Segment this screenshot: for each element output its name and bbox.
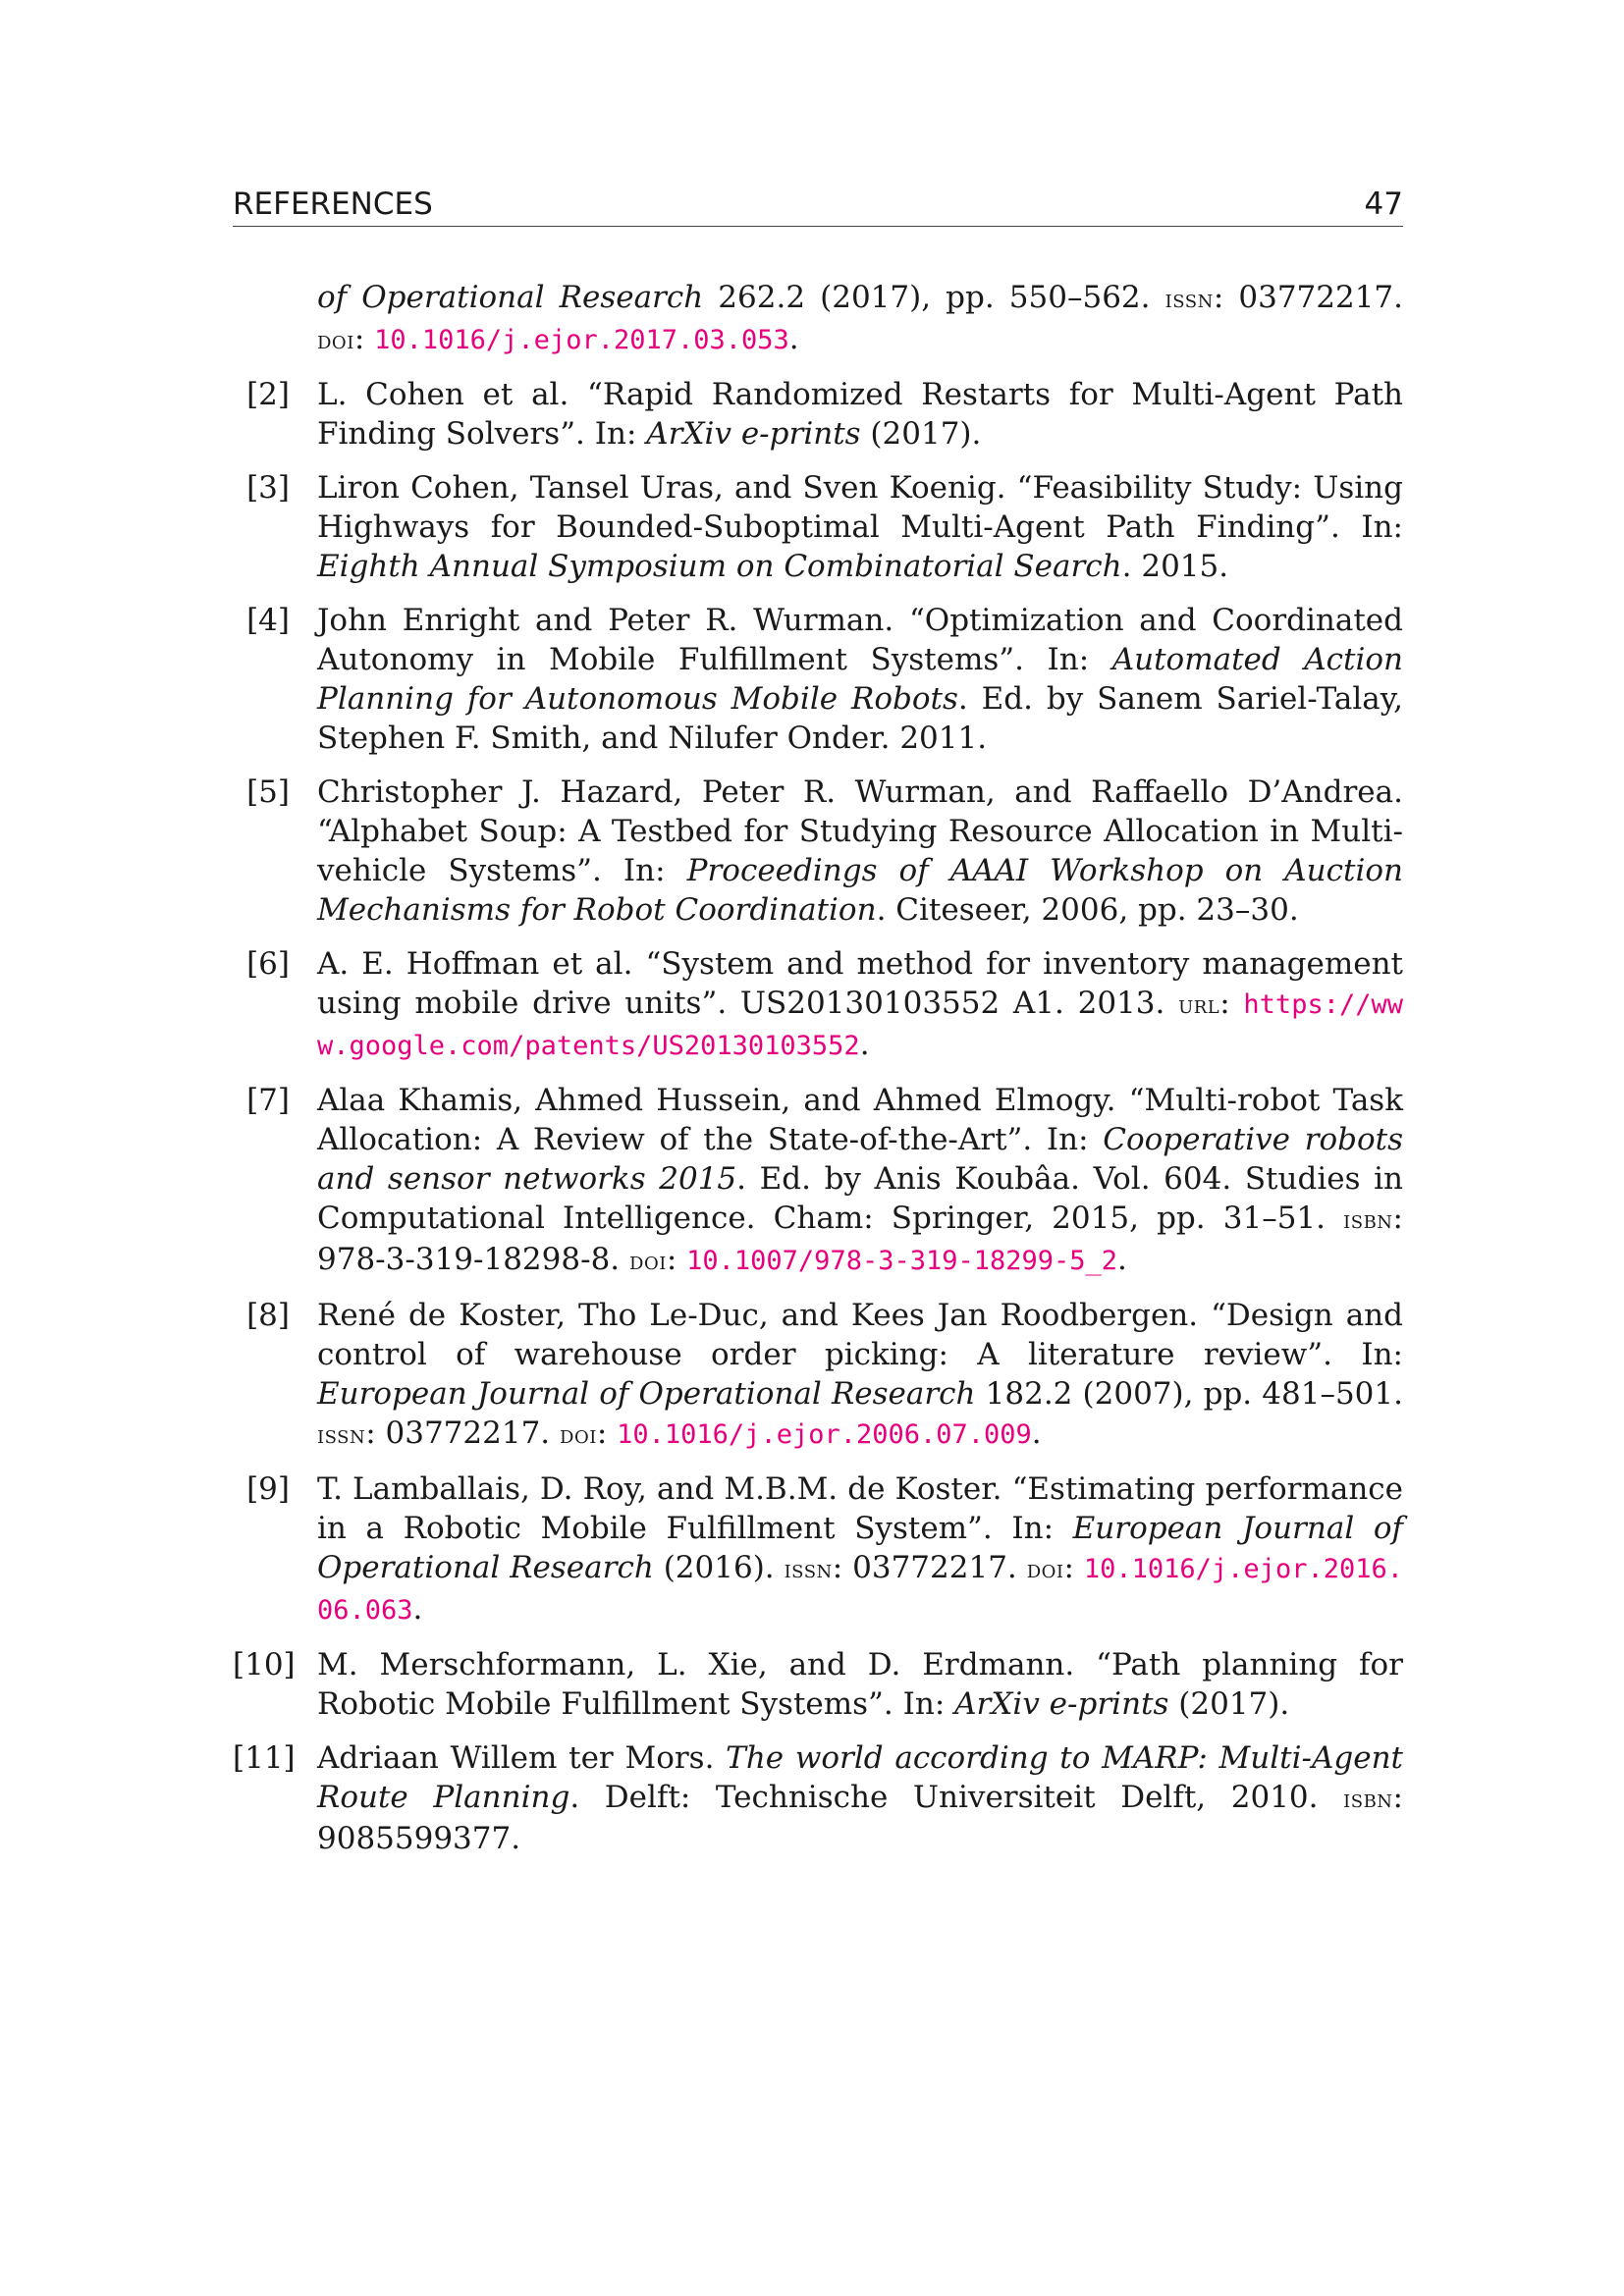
reference-text-run: : 03772217. [365,1415,561,1451]
reference-text [317,1645,1403,1724]
italic-title: European Journal of Operational Research [317,1511,1403,1585]
reference-text-run: Christopher J. Hazard, Peter R. Wurman, and Raffaello D’Andrea. “Alphabet Soup: A Testbed for Studying Resource Allocation in Multi-vehicle Systems”. In: [317,774,1403,888]
reference-number: [7] [246,1083,290,1118]
reference-text-run: . Ed. by Anis Koubâa. Vol. 604. Studies in Computational Intelligence. Cham: Springer, 2015, pp. 31–51. [317,1161,1403,1236]
reference-entry [233,1738,1403,1858]
reference-text-run: . Ed. by Sanem Sariel-Talay, Stephen F. Smith, and Nilufer Onder. 2011. [317,681,1403,756]
reference-text-run: : [666,1242,687,1277]
reference-text-run: . 2015. [1121,549,1229,584]
reference-entry [233,773,1403,930]
reference-text [317,468,1403,586]
reference-text [317,944,1403,1066]
field-label: issn [317,1420,366,1450]
reference-text-run: T. Lamballais, D. Roy, and M.B.M. de Koster. “Estimating performance in a Robotic Mobile Fulfillment System”. In: [317,1471,1403,1546]
reference-text [317,1296,1403,1455]
reference-text-run: Adriaan Willem ter Mors. [317,1740,727,1776]
reference-entry [233,278,1403,360]
reference-text-run: (2017). [860,416,982,452]
reference-entry [233,1296,1403,1455]
reference-text [317,1469,1403,1630]
running-head [233,187,1403,227]
page-number: 47 [1364,187,1403,222]
reference-text-run: : [1063,1550,1084,1585]
reference-text-run: : 978-3-319-18298-8. [317,1201,1403,1277]
reference-text-run: . [788,321,799,356]
field-label: doi [629,1247,667,1276]
reference-text-run: A. E. Hoffman et al. “System and method for inventory management using mobile drive units”. US20130103552 A1. 2013. [317,946,1403,1021]
field-label: isbn [1343,1205,1393,1235]
italic-title: Automated Action Planning for Autonomous Mobile Robots [317,642,1404,717]
italic-title: The world according to MARP: Multi-Agent Route Planning [317,1740,1403,1815]
reference-entry [233,601,1403,758]
reference-text-run: René de Koster, Tho Le-Duc, and Kees Jan Roodbergen. “Design and control of warehouse order picking: A literature review”. In: [317,1298,1403,1372]
reference-text-run: (2017). [1168,1686,1290,1722]
reference-text [317,278,1403,360]
field-label: doi [317,326,354,355]
reference-entry [233,468,1403,586]
reference-entry [233,375,1403,454]
reference-link[interactable]: 10.1007/978-3-319-18299-5_2 [686,1246,1118,1276]
italic-title: ArXiv e-prints [954,1686,1169,1722]
field-label: issn [1164,285,1214,314]
reference-link[interactable]: 10.1016/j.ejor.2016.06.063 [317,1554,1403,1626]
field-label: doi [560,1420,597,1450]
italic-title: Proceedings of AAAI Workshop on Auction Mechanisms for Robot Coordination [317,853,1404,928]
field-label: isbn [1343,1785,1393,1814]
reference-text-run: : [1219,986,1244,1021]
reference-text-run: : 03772217. [832,1550,1027,1585]
page [233,187,1403,1873]
reference-text [317,1081,1403,1281]
reference-text-run: 262.2 (2017), pp. 550–562. [703,280,1165,315]
reference-number: [6] [246,946,290,982]
section-title: REFERENCES [233,187,433,222]
field-label: issn [784,1555,833,1584]
reference-text-run: . [412,1591,423,1627]
italic-title: ArXiv e-prints [646,416,861,452]
reference-text-run: : [353,321,375,356]
reference-text-run: John Enright and Peter R. Wurman. “Optimization and Coordinated Autonomy in Mobile Fulfillment Systems”. In: [317,603,1403,677]
reference-link[interactable]: 10.1016/j.ejor.2017.03.053 [374,325,789,355]
reference-entry [233,1645,1403,1724]
field-label: doi [1026,1555,1064,1584]
reference-text-run: : 9085599377. [317,1780,1403,1856]
reference-entry [233,1081,1403,1281]
reference-text-run: Liron Cohen, Tansel Uras, and Sven Koenig. “Feasibility Study: Using Highways for Bounded-Suboptimal Multi-Agent Path Finding”. In: [317,470,1403,545]
reference-text-run: . [1117,1242,1127,1277]
reference-link[interactable]: 10.1016/j.ejor.2006.07.009 [617,1419,1032,1450]
reference-text [317,375,1403,454]
reference-text-run: (2016). [653,1550,785,1585]
reference-list [233,278,1403,1858]
reference-text [317,1738,1403,1858]
reference-number: [2] [246,377,290,412]
reference-text-run: . Citeseer, 2006, pp. 23–30. [876,892,1299,928]
italic-title: of Operational Research [317,280,704,315]
italic-title: Cooperative robots and sensor networks 2015 [317,1122,1403,1197]
reference-number: [4] [246,603,290,638]
reference-number: [11] [233,1740,296,1776]
reference-text-run: . [1031,1415,1042,1451]
reference-text-run: : 03772217. [1213,280,1404,315]
reference-text-run: . [859,1027,870,1062]
reference-number: [10] [233,1647,296,1682]
reference-text-run: M. Merschformann, L. Xie, and D. Erdmann. “Path planning for Robotic Mobile Fulfillment Systems”. In: [317,1647,1403,1722]
reference-link[interactable]: https://www.google.com/patents/US20130103552 [317,989,1403,1061]
field-label: url [1178,990,1220,1020]
reference-number: [8] [246,1298,290,1333]
italic-title: Eighth Annual Symposium on Combinatorial Search [317,549,1122,584]
reference-text [317,601,1403,758]
reference-text [317,773,1403,930]
reference-text-run: : [596,1415,618,1451]
reference-text-run: L. Cohen et al. “Rapid Randomized Restarts for Multi-Agent Path Finding Solvers”. In: [317,377,1403,452]
reference-entry [233,1469,1403,1630]
reference-text-run: . Delft: Technische Universiteit Delft, 2010. [569,1780,1344,1815]
reference-text-run: 182.2 (2007), pp. 481–501. [975,1376,1403,1412]
reference-text-run: Alaa Khamis, Ahmed Hussein, and Ahmed Elmogy. “Multi-robot Task Allocation: A Review of the State-of-the-Art”. In: [317,1083,1403,1157]
reference-number: [5] [246,774,290,810]
italic-title: European Journal of Operational Research [317,1376,976,1412]
reference-number: [9] [246,1471,290,1507]
reference-number: [3] [246,470,290,506]
reference-entry [233,944,1403,1066]
